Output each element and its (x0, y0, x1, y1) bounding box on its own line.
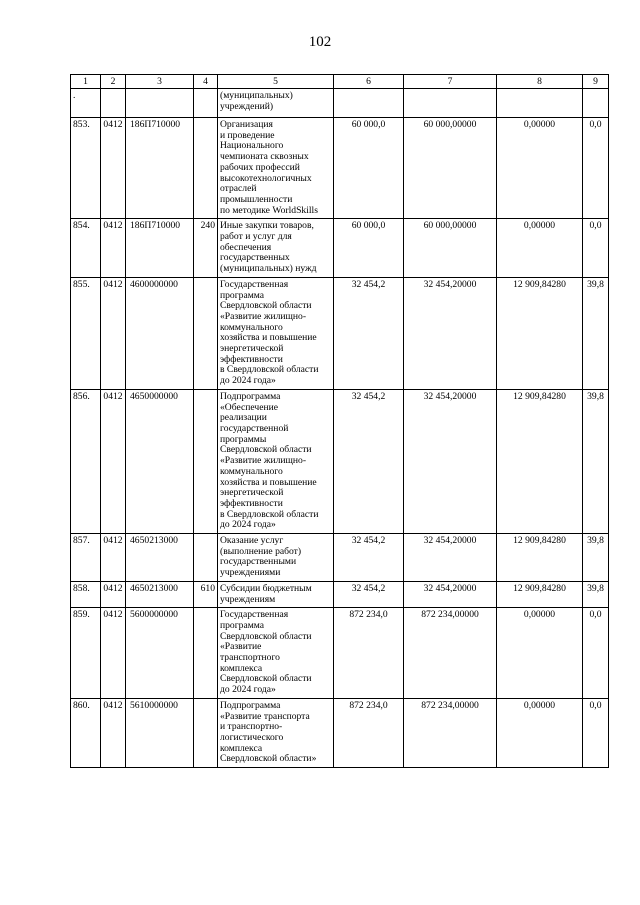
row-number: 855. (71, 277, 101, 389)
expense-type: 240 (194, 219, 218, 278)
percent-executed: 39,8 (583, 534, 609, 582)
executed-amount: 12 909,84280 (497, 534, 583, 582)
section-code: 0412 (101, 118, 126, 219)
executed-amount: 0,00000 (497, 608, 583, 699)
section-code: 0412 (101, 698, 126, 767)
planned-amount: 32 454,2 (334, 389, 404, 533)
approved-amount: 872 234,00000 (404, 608, 497, 699)
section-code: 0412 (101, 534, 126, 582)
row-number: 859. (71, 608, 101, 699)
table-row (71, 89, 609, 118)
target-code: 5610000000 (126, 698, 194, 767)
header-row (71, 75, 609, 89)
col-header: 6 (334, 75, 404, 89)
col-header: 1 (71, 75, 101, 89)
executed-amount: 0,00000 (497, 118, 583, 219)
expense-type (194, 698, 218, 767)
planned-amount: 872 234,0 (334, 608, 404, 699)
col-header: 2 (101, 75, 126, 89)
table-row (71, 698, 609, 767)
approved-amount: 32 454,20000 (404, 389, 497, 533)
target-code: 186П710000 (126, 118, 194, 219)
item-name-text: Государственная программа Свердловской области «Развитие транспортного комплекса Свердловской области до 2024 года» (220, 609, 312, 696)
item-name-text: Государственная программа Свердловской области «Развитие жилищно- коммунального хозяйства и повышение энергетической эффективности в Свердловской области до 2024 года» (220, 278, 319, 387)
expense-type (194, 118, 218, 219)
col-header: 8 (497, 75, 583, 89)
col-header: 3 (126, 75, 194, 89)
section-code: 0412 (101, 389, 126, 533)
percent-executed: 39,8 (583, 389, 609, 533)
section-code: 0412 (101, 608, 126, 699)
expense-type: 610 (194, 581, 218, 607)
percent-executed: 0,0 (583, 219, 609, 278)
item-name (218, 534, 334, 582)
row-number: 853. (71, 118, 101, 219)
executed-amount: 12 909,84280 (497, 389, 583, 533)
percent-executed: 39,8 (583, 277, 609, 389)
col-header: 4 (194, 75, 218, 89)
percent-executed (583, 89, 609, 118)
item-name-text: Подпрограмма «Развитие транспорта и транспортно- логистического комплекса Свердловской области» (220, 699, 317, 765)
item-name-text: Организация и проведение Национального чемпионата сквозных рабочих профессий высокотехнологичных отраслей промышленности по методике WorldSkills (220, 119, 318, 216)
planned-amount: 32 454,2 (334, 277, 404, 389)
col-header: 9 (583, 75, 609, 89)
item-name (218, 608, 334, 699)
table-row (71, 389, 609, 533)
col-header: 5 (218, 75, 334, 89)
target-code: 4650213000 (126, 581, 194, 607)
expense-type (194, 389, 218, 533)
expense-type (194, 89, 218, 118)
target-code: 186П710000 (126, 219, 194, 278)
section-code: 0412 (101, 219, 126, 278)
target-code: 4650213000 (126, 534, 194, 582)
target-code: 4600000000 (126, 277, 194, 389)
percent-executed: 0,0 (583, 608, 609, 699)
row-number: . (71, 89, 101, 118)
expense-type (194, 277, 218, 389)
section-code: 0412 (101, 581, 126, 607)
planned-amount: 60 000,0 (334, 219, 404, 278)
item-name (218, 89, 334, 118)
target-code (126, 89, 194, 118)
expense-type (194, 534, 218, 582)
item-name (218, 277, 334, 389)
percent-executed: 0,0 (583, 118, 609, 219)
row-number: 854. (71, 219, 101, 278)
approved-amount: 60 000,00000 (404, 118, 497, 219)
approved-amount: 32 454,20000 (404, 277, 497, 389)
section-code (101, 89, 126, 118)
approved-amount: 60 000,00000 (404, 219, 497, 278)
percent-executed: 39,8 (583, 581, 609, 607)
page-number: 102 (308, 34, 332, 50)
expense-type (194, 608, 218, 699)
item-name (218, 219, 334, 278)
budget-table (70, 74, 609, 768)
executed-amount: 0,00000 (497, 219, 583, 278)
executed-amount: 0,00000 (497, 698, 583, 767)
item-name-text: Оказание услуг (выполнение работ) государственными учреждениями (220, 535, 302, 579)
target-code: 4650000000 (126, 389, 194, 533)
item-name (218, 389, 334, 533)
row-number: 860. (71, 698, 101, 767)
row-number: 857. (71, 534, 101, 582)
planned-amount: 32 454,2 (334, 581, 404, 607)
executed-amount: 12 909,84280 (497, 277, 583, 389)
target-code: 5600000000 (126, 608, 194, 699)
approved-amount: 872 234,00000 (404, 698, 497, 767)
planned-amount (334, 89, 404, 118)
planned-amount: 32 454,2 (334, 534, 404, 582)
item-name-text: (муниципальных) учреждений) (220, 90, 293, 112)
table-row (71, 277, 609, 389)
item-name (218, 581, 334, 607)
executed-amount: 12 909,84280 (497, 581, 583, 607)
percent-executed: 0,0 (583, 698, 609, 767)
table-row (71, 608, 609, 699)
planned-amount: 872 234,0 (334, 698, 404, 767)
approved-amount: 32 454,20000 (404, 581, 497, 607)
executed-amount (497, 89, 583, 118)
item-name (218, 698, 334, 767)
section-code: 0412 (101, 277, 126, 389)
item-name-text: Субсидии бюджетным учреждениям (220, 582, 312, 605)
approved-amount (404, 89, 497, 118)
table-row (71, 219, 609, 278)
col-header: 7 (404, 75, 497, 89)
planned-amount: 60 000,0 (334, 118, 404, 219)
row-number: 856. (71, 389, 101, 533)
table-row (71, 534, 609, 582)
item-name-text: Иные закупки товаров, работ и услуг для обеспечения государственных (муниципальных) нужд (220, 220, 317, 275)
approved-amount: 32 454,20000 (404, 534, 497, 582)
item-name-text: Подпрограмма «Обеспечение реализации государственной программы Свердловской области «Развитие жилищно- коммунального хозяйства и повышение энергетической эффективности в Свердловской области до 2024 года» (220, 390, 319, 531)
row-number: 858. (71, 581, 101, 607)
table-row (71, 581, 609, 607)
table-row (71, 118, 609, 219)
item-name (218, 118, 334, 219)
